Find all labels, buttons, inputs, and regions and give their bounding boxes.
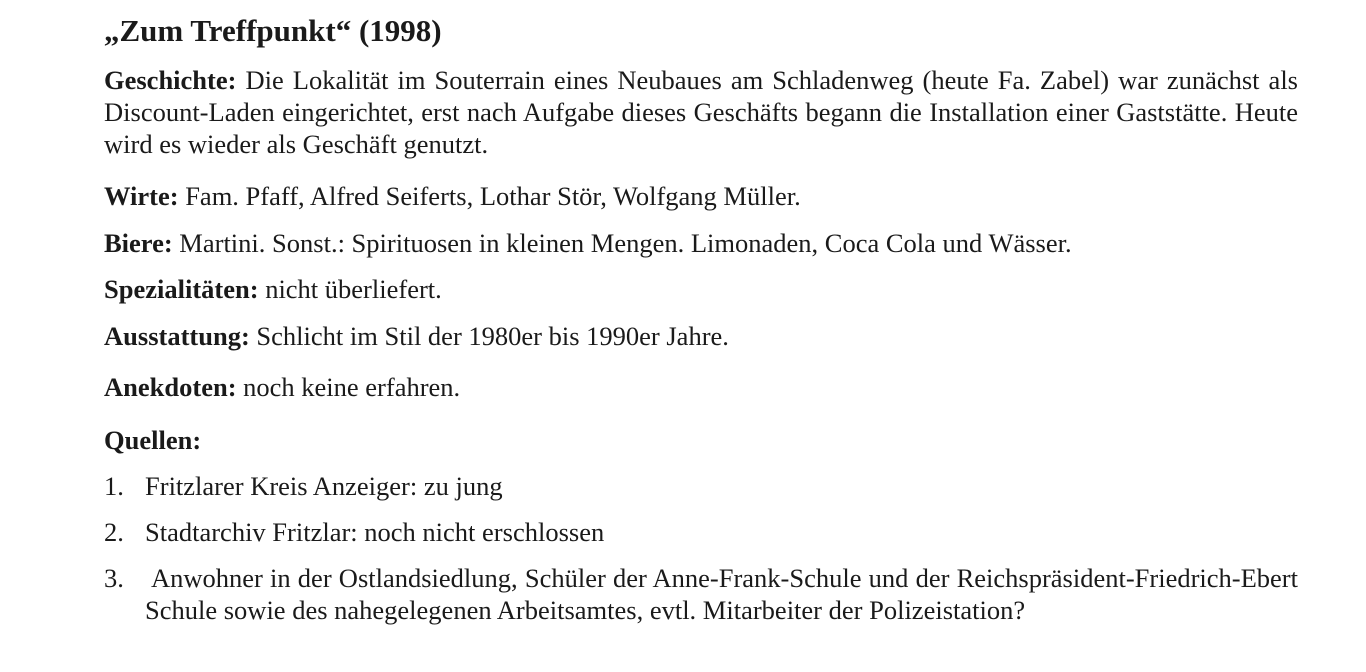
list-text: Stadtarchiv Fritzlar: noch nicht erschlossen <box>145 517 605 547</box>
section-anekdoten <box>104 371 1298 403</box>
section-text: Fam. Pfaff, Alfred Seiferts, Lothar Stör, Wolfgang Müller. <box>185 181 801 211</box>
section-ausstattung <box>104 320 1298 352</box>
section-biere <box>104 227 1298 259</box>
list-text: Fritzlarer Kreis Anzeiger: zu jung <box>145 471 503 501</box>
section-text: Schlicht im Stil der 1980er bis 1990er Jahre. <box>256 321 729 351</box>
section-label: Geschichte: <box>104 65 237 95</box>
list-text: Anwohner in der Ostlandsiedlung, Schüler der Anne-Frank-Schule und der Reichspräsident-Friedrich-Ebert Schule sowie des nahegelegenen Arbeitsamtes, evtl. Mitarbeiter der Polizeistation? <box>145 563 1298 625</box>
section-label: Spezialitäten: <box>104 274 259 304</box>
section-text: noch keine erfahren. <box>243 372 461 402</box>
section-label: Ausstattung: <box>104 321 250 351</box>
section-label: Quellen: <box>104 425 202 455</box>
quellen-heading <box>104 424 1298 456</box>
section-geschichte <box>104 64 1298 160</box>
list-number: 1. <box>104 471 124 501</box>
section-wirte <box>104 180 1298 212</box>
section-label: Biere: <box>104 228 173 258</box>
section-label: Anekdoten: <box>104 372 237 402</box>
section-label: Wirte: <box>104 181 179 211</box>
page-title: „Zum Treffpunkt“ (1998) <box>104 13 442 48</box>
section-spezialitaeten <box>104 273 1298 305</box>
list-number: 3. <box>104 563 124 593</box>
section-text: Martini. Sonst.: Spirituosen in kleinen Mengen. Limonaden, Coca Cola und Wässer. <box>179 228 1072 258</box>
section-text: Die Lokalität im Souterrain eines Neubaues am Schladenweg (heute Fa. Zabel) war zunächst als Discount-Laden eingerichtet, erst nach Aufgabe dieses Geschäfts begann die Installation einer Gaststätte. Heute wird es wieder als Geschäft genutzt. <box>104 65 1298 159</box>
list-number: 2. <box>104 517 124 547</box>
section-text: nicht überliefert. <box>265 274 442 304</box>
